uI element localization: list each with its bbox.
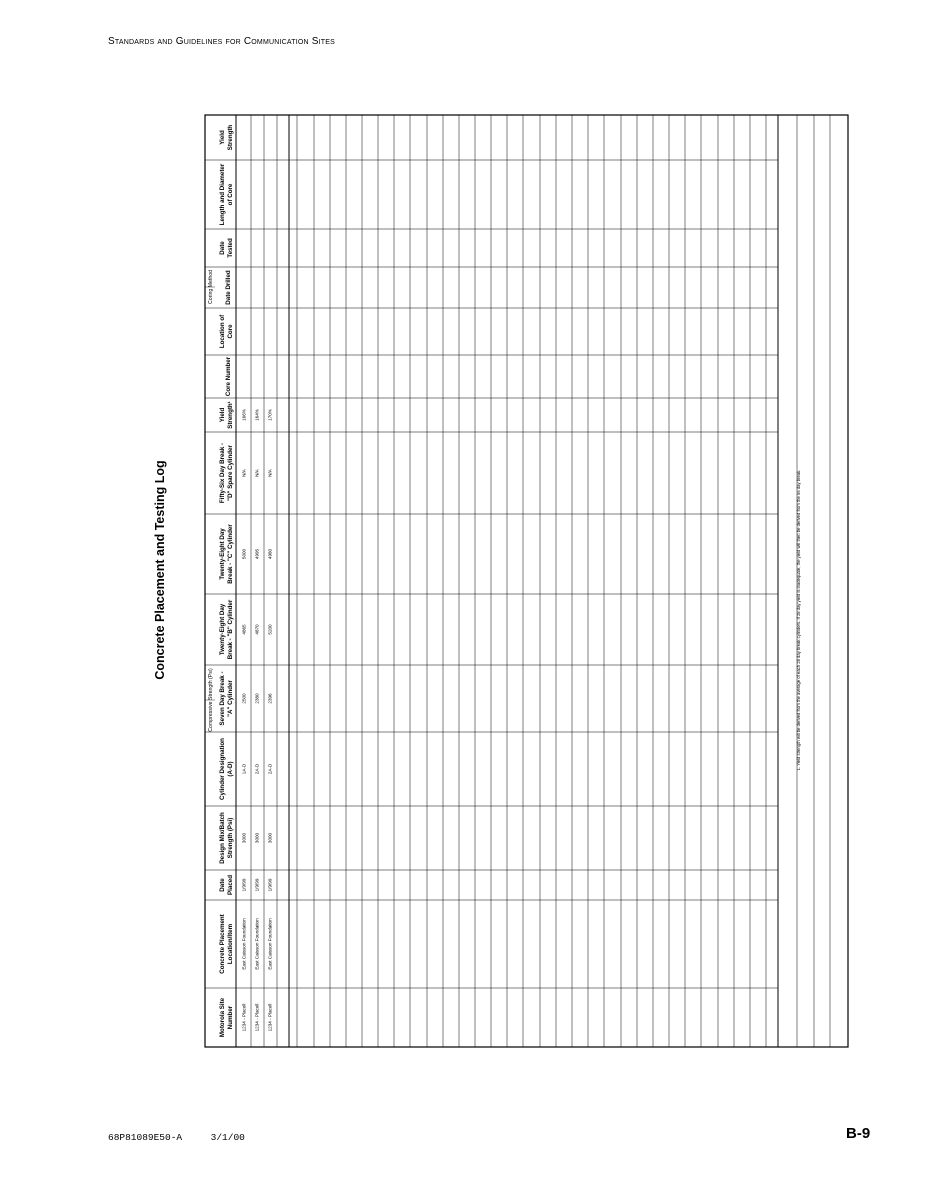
column-header: Number — [227, 1005, 234, 1030]
column-header: Yield — [219, 407, 226, 423]
column-header: Strength¹ — [227, 401, 234, 429]
table-footnote: 1. Yield strength will be derived from the average of each 28 day break cylinders. If 28 day yield is inadequate, the yield will then be derived from the 56 day break. — [796, 469, 801, 771]
table-cell: 1234 - Placell — [267, 1003, 273, 1032]
table-cell: N/A — [267, 469, 273, 477]
column-header: Yield — [219, 130, 226, 145]
table-cell: N/A — [241, 469, 247, 477]
document-id: 68P81089E50-A — [108, 1132, 183, 1143]
table-cell: 4870 — [254, 624, 260, 635]
page-header: Standards and Guidelines for Communication Sites — [108, 36, 335, 47]
group-label-coring: Coring Method — [208, 269, 214, 305]
table-cell: N/A — [254, 469, 260, 477]
column-header: Location/Item — [227, 923, 234, 965]
table-cell: 5000 — [241, 548, 247, 560]
table-cell: 1/9/99 — [241, 878, 247, 892]
table-cell: 5200 — [267, 624, 273, 635]
column-header: Design Mix/Batch — [219, 812, 226, 864]
column-header: Length and Diameter — [219, 163, 226, 226]
table-cell: 1/9/99 — [267, 878, 273, 892]
column-header: Date — [219, 878, 226, 892]
table-frame — [205, 115, 848, 1047]
table-cell: 3000 — [267, 832, 273, 844]
table-cell: 4865 — [241, 624, 247, 635]
page-number: B-9 — [846, 1125, 871, 1142]
table-cell: 1A-D — [241, 763, 247, 775]
column-header: Cylinder Designation — [219, 738, 226, 800]
column-header: Core Number — [225, 356, 232, 397]
column-header: Seven Day Break - — [219, 671, 226, 726]
column-header: Motorola Site — [219, 997, 226, 1038]
table-cell: East Caisson Foundation — [267, 918, 273, 970]
column-header: (A-D) — [227, 761, 234, 777]
column-header: Concrete Placement — [219, 914, 226, 974]
table-cell: 2500 — [241, 693, 247, 704]
table-cell: 170% — [267, 409, 273, 421]
column-header: Date — [219, 241, 226, 255]
table-cell: 1234 - Placell — [241, 1003, 247, 1032]
document-date: 3/1/00 — [210, 1132, 245, 1143]
column-header: "D" Spare Cylinder — [227, 445, 234, 501]
table-cell: 2A-D — [254, 763, 260, 775]
column-header: Twenty-Eight Day — [219, 528, 226, 580]
group-label-compressive: Compressive Strength (Psi) — [208, 668, 214, 732]
log-title: Concrete Placement and Testing Log — [153, 460, 167, 680]
table-cell: East Caisson Foundation — [241, 918, 247, 970]
column-header: Date Drilled — [225, 270, 232, 305]
table-cell: 1/9/99 — [254, 878, 260, 892]
column-header: Twenty-Eight Day — [219, 603, 226, 656]
column-header: Core — [227, 324, 234, 339]
table-cell: 4980 — [267, 548, 273, 560]
column-header: Placed — [227, 875, 234, 895]
table-cell: 2380 — [254, 693, 260, 704]
table-cell: 3000 — [241, 832, 247, 844]
column-header: Strength — [227, 124, 234, 151]
table-cell: 2396 — [267, 693, 273, 704]
column-header: "A" Cylinder — [227, 680, 234, 717]
table-cell: East Caisson Foundation — [254, 918, 260, 970]
table-cell: 164% — [254, 409, 260, 421]
column-header: Location of — [219, 314, 226, 349]
table-cell: 166% — [241, 409, 247, 421]
column-header: Break - "B" Cylinder — [227, 599, 234, 660]
column-header: Tested — [227, 238, 234, 258]
column-header: Strength (Psi) — [227, 817, 234, 859]
column-header: of Core — [227, 183, 234, 206]
table-cell: 4995 — [254, 548, 260, 560]
table-cell: 2A-D — [267, 763, 273, 775]
table-cell: 1234 - Placell — [254, 1003, 260, 1032]
column-header: Break - "C" Cylinder — [227, 524, 234, 584]
table-cell: 3000 — [254, 832, 260, 844]
column-header: Fifty-Six Day Break - — [219, 442, 226, 504]
page-footer-id — [108, 1132, 245, 1143]
